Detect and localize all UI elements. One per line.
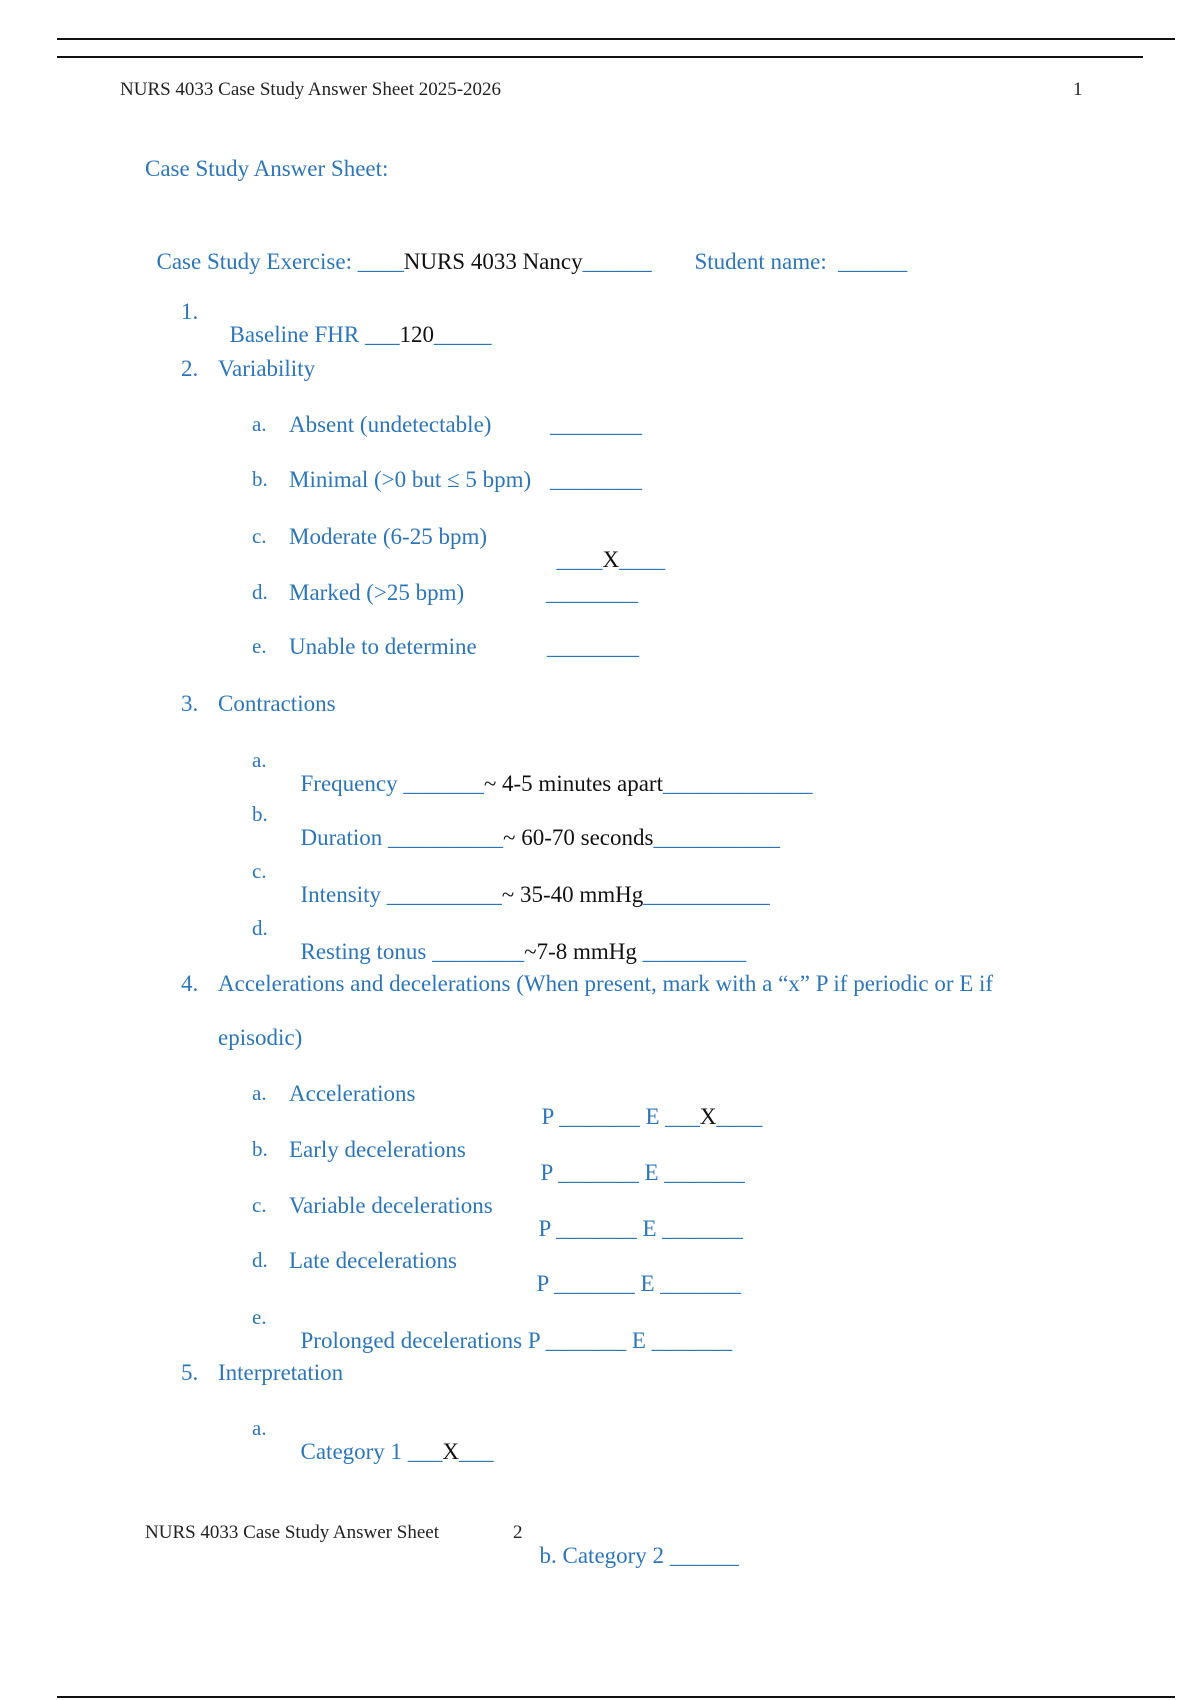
q2d-label: Marked (>25 bpm)	[289, 580, 465, 605]
q4e-p-blank: _______	[545, 1328, 627, 1353]
q4a-e-label: E	[645, 1104, 660, 1129]
q4a-p-blank: _______	[559, 1104, 640, 1129]
q4c-e-label: E	[642, 1216, 657, 1241]
q3c-value: ~ 35-40 mmHg	[501, 882, 644, 907]
q4c-p-blank: _______	[556, 1216, 637, 1241]
q2e-label: Unable to determine	[289, 634, 477, 659]
footer-page-number: 2	[513, 1522, 523, 1543]
q3c-label: Intensity	[300, 882, 381, 907]
q2c-answer	[545, 525, 665, 571]
q2b-letter: b.	[252, 467, 268, 491]
q4e-letter: e.	[252, 1305, 267, 1329]
q5-label: Interpretation	[218, 1360, 344, 1385]
q3b-line	[289, 803, 780, 849]
q4-label-line2: episodic)	[218, 1025, 303, 1050]
q5-number: 5.	[181, 1360, 199, 1385]
footer-item-blank: ______	[669, 1543, 739, 1568]
q4b-letter: b.	[252, 1137, 268, 1161]
q2-number: 2.	[181, 356, 199, 381]
q4b-e-label: E	[644, 1160, 659, 1185]
exercise-value: NURS 4033 Nancy	[403, 249, 583, 274]
q3-label: Contractions	[218, 691, 336, 716]
q1-number: 1.	[181, 299, 199, 324]
q4d-answers	[525, 1249, 741, 1295]
q4d-p-label: P	[536, 1271, 549, 1296]
q2c-label: Moderate (6-25 bpm)	[289, 524, 487, 549]
q3d-blank-right: _________	[642, 939, 747, 964]
q4c-letter: c.	[252, 1193, 267, 1217]
q4e-p-label: P	[527, 1328, 540, 1353]
q5a-mark: X	[442, 1439, 459, 1464]
q1-value: 120	[399, 322, 434, 347]
q4d-e-blank: _______	[660, 1271, 741, 1296]
exercise-label: Case Study Exercise:	[156, 249, 352, 274]
q3b-letter: b.	[252, 802, 268, 826]
q2a-label: Absent (undetectable)	[289, 412, 492, 437]
q3c-letter: c.	[252, 859, 267, 883]
q2c-blank-right: ____	[619, 547, 666, 572]
q4a-answers	[530, 1082, 762, 1128]
q3a-blank-right: _____________	[662, 771, 813, 796]
student-name-line	[683, 227, 907, 273]
footer-item-label: b. Category 2	[539, 1543, 665, 1568]
q4a-e-blank-left: ___	[665, 1104, 700, 1129]
footer-item	[528, 1521, 739, 1567]
q5a-blank-right: ___	[458, 1439, 494, 1464]
q4d-label: Late decelerations	[289, 1248, 457, 1273]
q2-label: Variability	[218, 356, 316, 381]
q1-line	[218, 300, 491, 346]
q4e-line	[289, 1306, 732, 1352]
q3b-blank-right: ___________	[653, 825, 780, 850]
q4c-label: Variable decelerations	[289, 1193, 493, 1218]
q4e-e-label: E	[631, 1328, 646, 1353]
q1-blank-left: ___	[364, 322, 400, 347]
q3c-blank-right: ___________	[643, 882, 770, 907]
bottom-rule	[57, 1696, 1175, 1698]
q4a-e-mark: X	[699, 1104, 717, 1129]
running-header-title: NURS 4033 Case Study Answer Sheet 2025-2026	[120, 79, 502, 100]
q3a-line	[289, 749, 812, 795]
q3c-line	[289, 860, 770, 906]
exercise-blank-right: ______	[582, 249, 652, 274]
q2e-answer: ________	[547, 634, 639, 659]
q3d-line	[289, 917, 746, 963]
q5a-letter: a.	[252, 1416, 267, 1440]
q4c-p-label: P	[538, 1216, 551, 1241]
q3a-label: Frequency	[300, 771, 398, 796]
q3-number: 3.	[181, 691, 199, 716]
q3d-value: ~7-8 mmHg	[524, 939, 637, 964]
q4c-e-blank: _______	[662, 1216, 743, 1241]
q4b-label: Early decelerations	[289, 1137, 466, 1162]
sheet-heading: Case Study Answer Sheet:	[145, 156, 389, 181]
q5a-blank-left: ___	[407, 1439, 443, 1464]
q3d-blank-left: ________	[432, 939, 525, 964]
q3b-blank-left: __________	[388, 825, 504, 850]
q2d-answer: ________	[546, 580, 638, 605]
q2c-letter: c.	[252, 524, 267, 548]
q1-label: Baseline FHR	[229, 322, 360, 347]
q4e-e-blank: _______	[651, 1328, 733, 1353]
q4e-label: Prolonged decelerations	[300, 1328, 523, 1353]
q4b-answers	[529, 1138, 745, 1184]
q4a-p-label: P	[541, 1104, 554, 1129]
q5a-label: Category 1	[300, 1439, 403, 1464]
q4a-e-blank-right: ____	[716, 1104, 763, 1129]
q2c-blank-left: ____	[556, 547, 603, 572]
q4-number: 4.	[181, 971, 199, 996]
q4d-p-blank: _______	[554, 1271, 635, 1296]
q3a-value: ~ 4-5 minutes apart	[483, 771, 663, 796]
q3d-letter: d.	[252, 916, 268, 940]
q3d-label: Resting tonus	[300, 939, 427, 964]
q2b-answer: ________	[550, 467, 642, 492]
q4b-p-label: P	[540, 1160, 553, 1185]
top-rule-upper	[57, 38, 1175, 40]
q2a-letter: a.	[252, 412, 267, 436]
q4a-label: Accelerations	[289, 1081, 416, 1106]
q3a-letter: a.	[252, 748, 267, 772]
q2c-mark: X	[602, 547, 620, 572]
q1-blank-right: _____	[433, 322, 492, 347]
q2a-answer: ________	[550, 412, 642, 437]
q4b-p-blank: _______	[558, 1160, 639, 1185]
footer-title: NURS 4033 Case Study Answer Sheet	[145, 1522, 439, 1543]
q2e-letter: e.	[252, 634, 267, 658]
student-name-label: Student name:	[694, 249, 827, 274]
q2d-letter: d.	[252, 580, 268, 604]
q4b-e-blank: _______	[664, 1160, 745, 1185]
running-header-page-number: 1	[1073, 79, 1083, 100]
q3b-value: ~ 60-70 seconds	[503, 825, 654, 850]
q4d-letter: d.	[252, 1248, 268, 1272]
exercise-blank-left: ____	[357, 249, 404, 274]
q3b-label: Duration	[300, 825, 383, 850]
student-name-blank: ______	[838, 249, 908, 274]
q3c-blank-left: __________	[386, 882, 502, 907]
q4-label-line1: Accelerations and decelerations (When present, mark with a “x” P if periodic or E if	[218, 971, 994, 996]
q5a-line	[289, 1417, 493, 1463]
q2b-label: Minimal (>0 but ≤ 5 bpm)	[289, 467, 532, 492]
q4a-letter: a.	[252, 1081, 267, 1105]
q4c-answers	[527, 1194, 743, 1240]
q3a-blank-left: _______	[403, 771, 484, 796]
q4d-e-label: E	[640, 1271, 655, 1296]
top-rule-lower	[57, 56, 1143, 58]
exercise-line	[145, 227, 652, 273]
